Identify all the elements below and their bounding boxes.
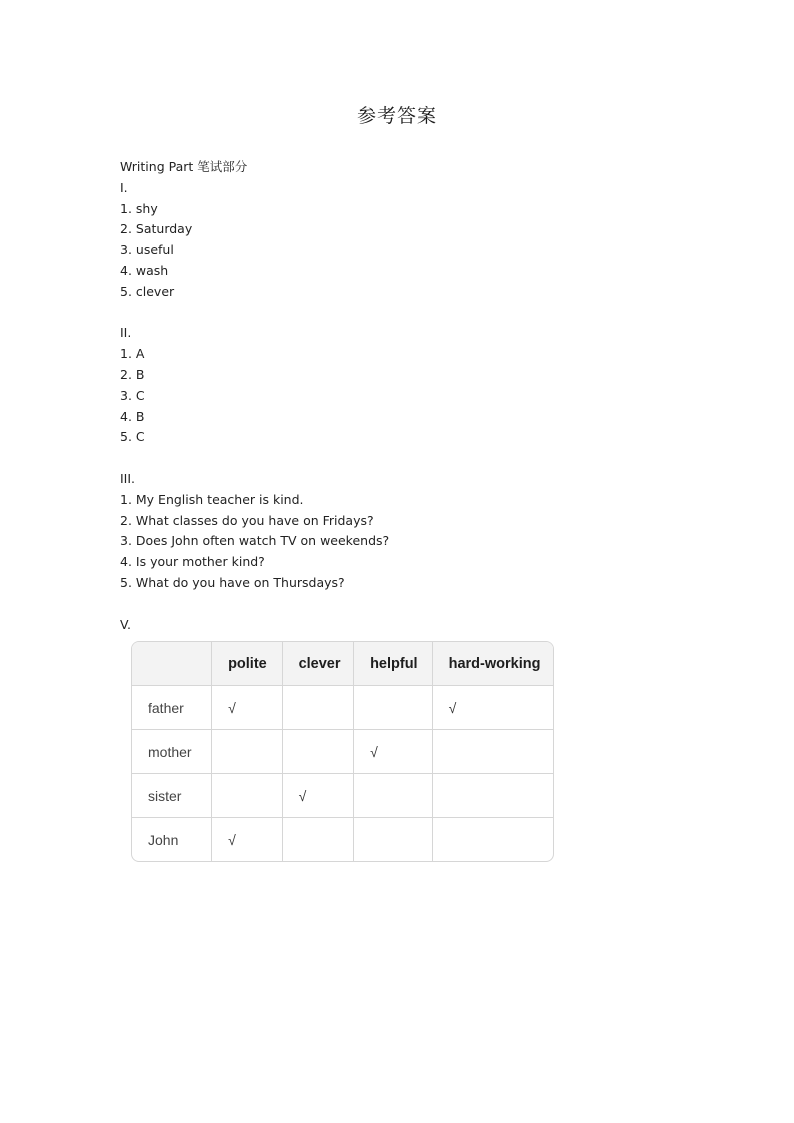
answer-line: 1. A (120, 346, 145, 362)
table-row-label: mother (132, 730, 212, 774)
answer-line: 5. C (120, 429, 145, 445)
table-cell (212, 730, 283, 774)
answer-line: 3. C (120, 387, 145, 403)
answer-line: 2. Saturday (120, 221, 193, 237)
table-row (132, 818, 553, 862)
answer-table (132, 642, 553, 861)
table-cell (212, 774, 283, 818)
answer-line: 1. My English teacher is kind. (120, 491, 304, 507)
answer-line: 5. clever (120, 283, 175, 299)
table-cell (282, 686, 354, 730)
answer-line: 3. useful (120, 242, 174, 258)
table-row (132, 774, 553, 818)
blank-line (120, 303, 389, 324)
answer-line: 2. B (120, 366, 145, 382)
table-cell (432, 818, 553, 862)
table-row-label: sister (132, 774, 212, 818)
answer-content (120, 157, 389, 635)
answer-table-container (131, 641, 554, 862)
answer-line: I. (120, 179, 128, 195)
answer-line: Writing Part 笔试部分 (120, 159, 248, 174)
table-row (132, 730, 553, 774)
answer-line: II. (120, 325, 132, 341)
table-cell (354, 818, 433, 862)
page-title: 参考答案 (356, 105, 437, 127)
table-row-label: father (132, 686, 212, 730)
answer-line: 3. Does John often watch TV on weekends? (120, 533, 390, 549)
answer-line: 1. shy (120, 200, 158, 216)
answer-line: 4. wash (120, 262, 169, 278)
table-header-cell: hard-working (432, 642, 553, 686)
table-cell: √ (212, 818, 283, 862)
table-header-cell: clever (282, 642, 354, 686)
table-cell (282, 730, 354, 774)
answer-line: III. (120, 470, 136, 486)
table-row-label: John (132, 818, 212, 862)
table-cell (432, 730, 553, 774)
answer-line: 2. What classes do you have on Fridays? (120, 512, 374, 528)
table-cell: √ (212, 686, 283, 730)
table-cell (354, 686, 433, 730)
table-cell (282, 818, 354, 862)
answer-line: 5. What do you have on Thursdays? (120, 574, 345, 590)
table-cell: √ (432, 686, 553, 730)
table-header-cell (132, 642, 212, 686)
table-cell (354, 774, 433, 818)
table-cell: √ (354, 730, 433, 774)
answer-line: 4. B (120, 408, 145, 424)
blank-line (120, 594, 389, 615)
table-row (132, 686, 553, 730)
table-header-row (132, 642, 553, 686)
table-cell: √ (282, 774, 354, 818)
table-cell (432, 774, 553, 818)
table-header-cell: polite (212, 642, 283, 686)
table-header-cell: helpful (354, 642, 433, 686)
blank-line (120, 448, 389, 469)
answer-line: 4. Is your mother kind? (120, 554, 265, 570)
answer-line: V. (120, 616, 131, 632)
